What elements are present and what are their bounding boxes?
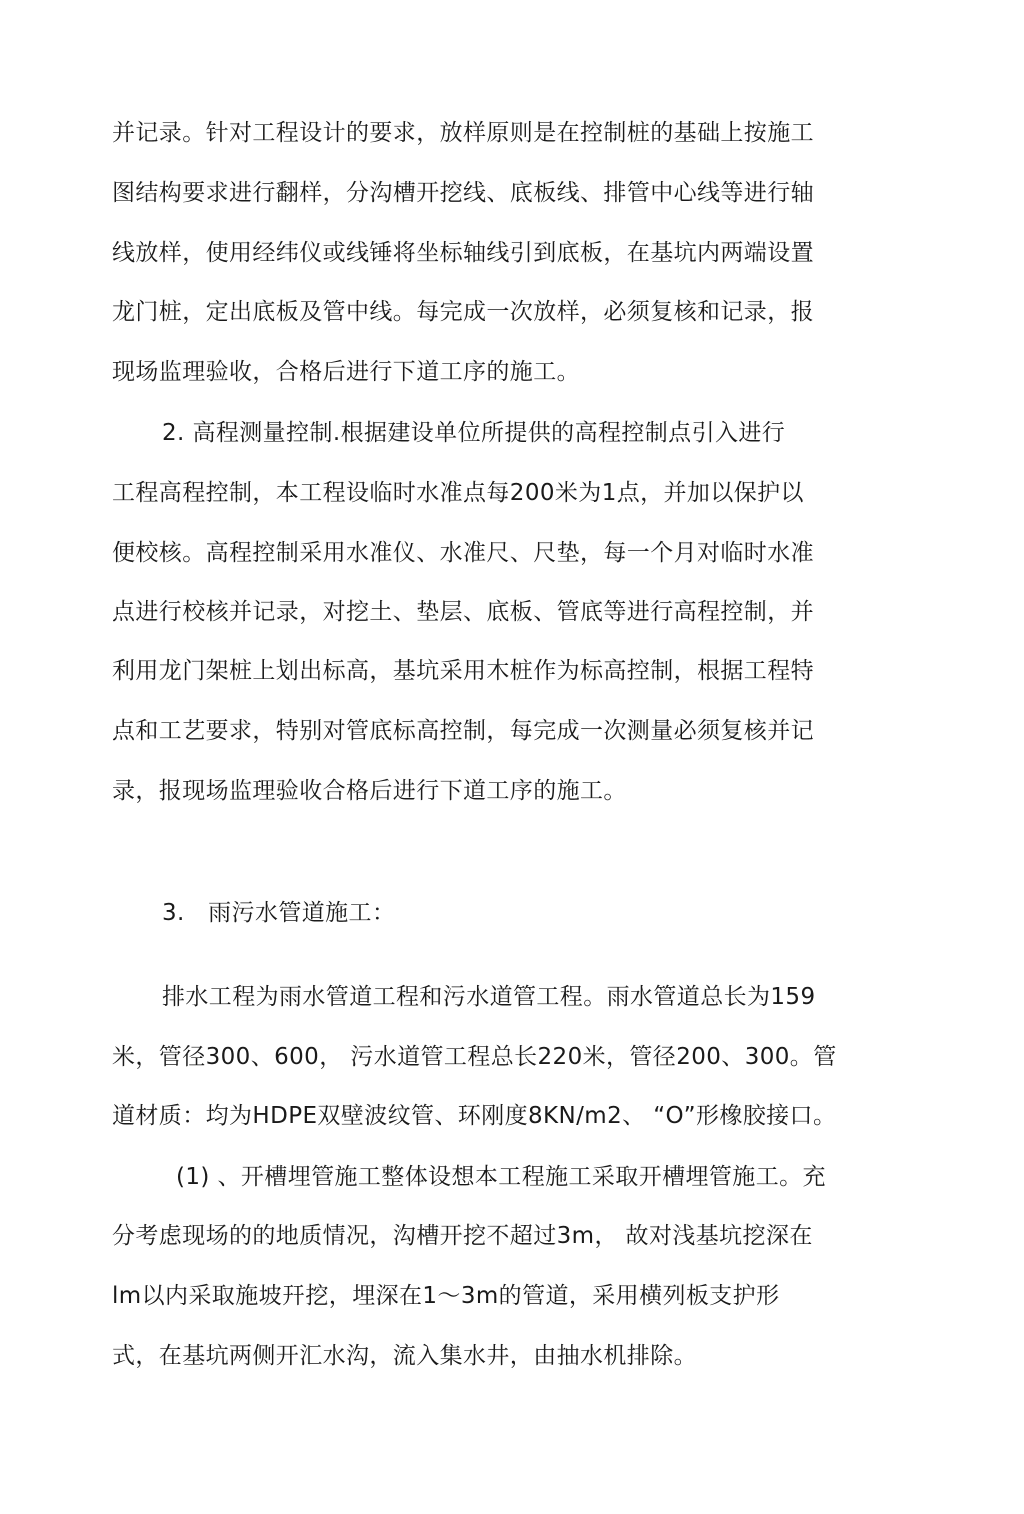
text-line-19: lm以内采取施坡幵挖，埋深在1～3m的管道，采用横列板支护形 [112, 1283, 780, 1309]
text-line-15: 米，管径300、600， 污水道管工程总长220米，管径200、300。管 [112, 1044, 837, 1070]
section-3-heading: 3. 雨污水管道施工： [162, 900, 396, 926]
text-line-16: 道材质：均为HDPE双壁波纹管、环刚度8KN/m2、 “O”形橡胶接口。 [112, 1103, 837, 1129]
section-2-heading: 2. 高程测量控制.根据建设单位所提供的高程控制点引入进行 [162, 420, 786, 446]
text-line-12: 录，报现场监理验收合格后进行下道工序的施工。 [112, 778, 627, 804]
text-line-4: 龙门桩，定出底板及管中线。每完成一次放样，必须复核和记录，报 [112, 299, 814, 325]
subsection-1-heading: (1) 、开槽埋管施工整体设想本工程施工采取开槽埋管施工。充 [176, 1164, 826, 1190]
text-line-1: 并记录。针对工程设计的要求，放样原则是在控制桩的基础上按施工 [112, 120, 814, 146]
text-line-18: 分考虑现场的的地质情况，沟槽开挖不超过3m， 故对浅基坑挖深在 [112, 1223, 813, 1249]
text-line-7: 工程高程控制，本工程设临时水准点每200米为1点，并加以保护以 [112, 480, 804, 506]
text-line-8: 便校核。高程控制采用水准仪、水准尺、尺垫，每一个月对临时水准 [112, 540, 814, 566]
text-line-5: 现场监理验收，合格后进行下道工序的施工。 [112, 359, 580, 385]
text-line-9: 点进行校核并记录，对挖土、垫层、底板、管底等进行高程控制，并 [112, 599, 814, 625]
text-line-14: 排水工程为雨水管道工程和污水道管工程。雨水管道总长为159 [162, 984, 816, 1010]
text-line-10: 利用龙门架桩上划出标高，基坑采用木桩作为标高控制，根据工程特 [112, 658, 814, 684]
text-line-2: 图结构要求进行翻样，分沟槽开挖线、底板线、排管中心线等进行轴 [112, 180, 814, 206]
text-line-20: 式，在基坑两侧开汇水沟，流入集水井，由抽水机排除。 [112, 1343, 697, 1369]
text-line-3: 线放样，使用经纬仪或线锤将坐标轴线引到底板，在基坑内两端设置 [112, 240, 814, 266]
text-line-11: 点和工艺要求，特别对管底标高控制，每完成一次测量必须复核并记 [112, 718, 814, 744]
